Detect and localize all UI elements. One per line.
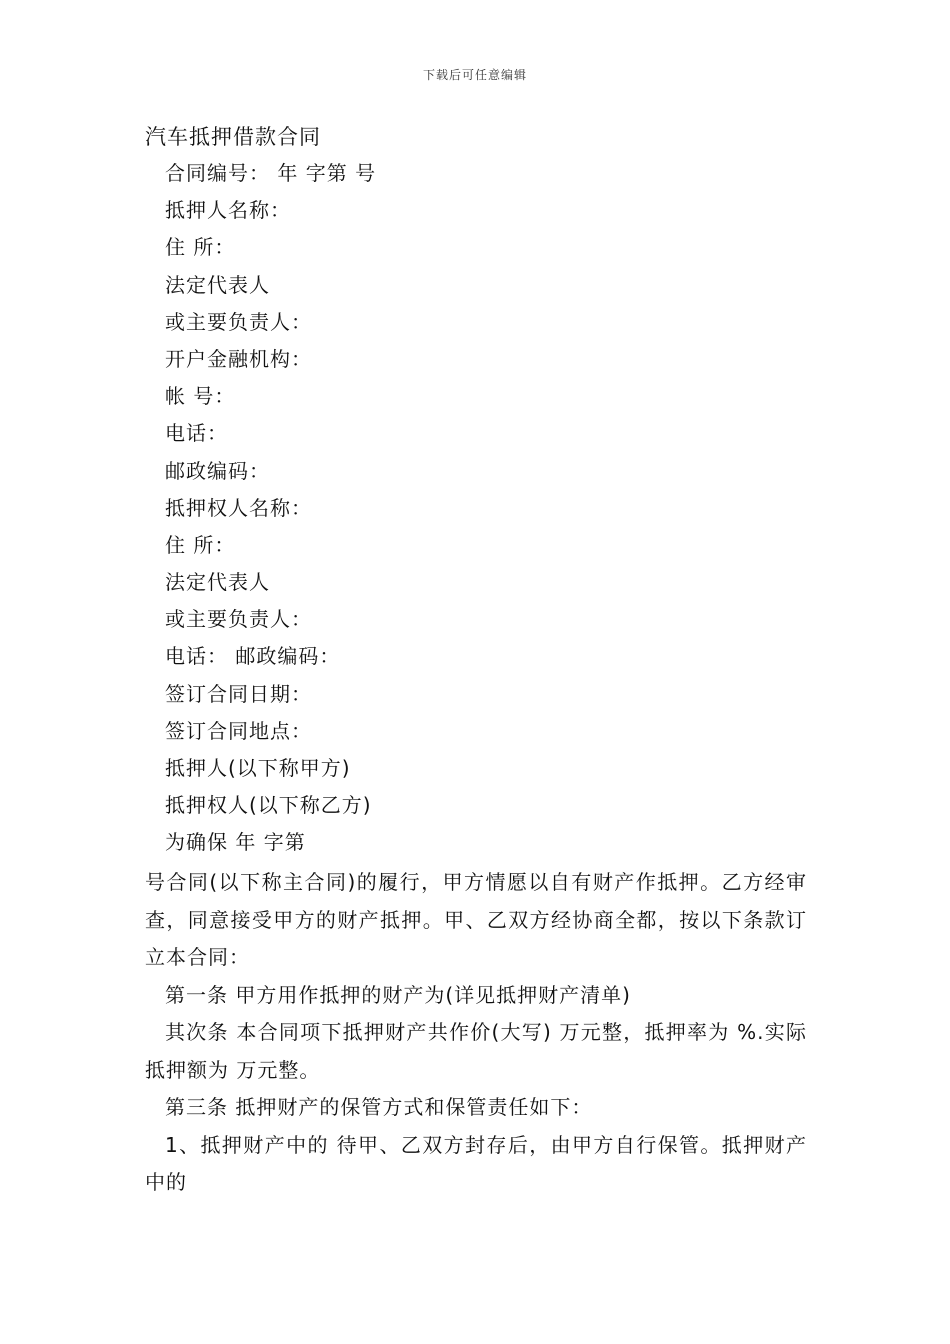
field-party-b: 抵押权人(以下称乙方) <box>165 793 372 818</box>
header-note: 下载后可任意编辑 <box>422 68 527 82</box>
field-mortgagee-legal-rep: 法定代表人 <box>165 570 270 595</box>
field-mortgagor-bank: 开户金融机构： <box>165 346 312 371</box>
field-mortgagor-phone: 电话： <box>165 421 228 446</box>
paragraph-article-1: 第一条 甲方用作抵押的财产为(详见抵押财产清单) <box>165 982 631 1007</box>
paragraph-preamble: 号合同(以下称主合同)的履行，甲方情愿以自有财产作抵押。乙方经审查，同意接受甲方的财产抵押。甲、乙双方经协商全都，按以下条款订立本合同： <box>145 870 807 969</box>
contract-body <box>145 864 807 1202</box>
field-mortgagor-address: 住 所： <box>165 235 236 260</box>
paragraph-article-2: 其次条 本合同项下抵押财产共作价(大写) 万元整，抵押率为 %.实际抵押额为 万元整。 <box>145 1020 807 1082</box>
document-title: 汽车抵押借款合同 <box>145 125 321 149</box>
field-contract-number: 合同编号： 年 字第 号 <box>165 161 377 185</box>
field-mortgagor-responsible: 或主要负责人： <box>165 309 312 334</box>
field-mortgagee-name: 抵押权人名称： <box>165 495 312 520</box>
field-signing-place: 签订合同地点： <box>165 718 312 743</box>
field-mortgagee-phone-postcode: 电话： 邮政编码： <box>165 644 341 669</box>
contract-fields <box>165 158 376 865</box>
field-mortgagor-legal-rep: 法定代表人 <box>165 272 270 297</box>
field-signing-date: 签订合同日期： <box>165 681 312 706</box>
field-mortgagee-responsible: 或主要负责人： <box>165 607 312 632</box>
paragraph-article-3: 第三条 抵押财产的保管方式和保管责任如下： <box>165 1095 593 1119</box>
field-mortgagor-account: 帐 号： <box>165 384 236 409</box>
field-party-a: 抵押人(以下称甲方) <box>165 756 351 780</box>
paragraph-article-3-item-1: 1、抵押财产中的 待甲、乙双方封存后，由甲方自行保管。抵押财产中的 <box>145 1132 807 1194</box>
field-mortgagee-address: 住 所： <box>165 532 236 557</box>
field-purpose-start: 为确保 年 字第 <box>165 830 306 855</box>
field-mortgagor-postcode: 邮政编码： <box>165 458 270 483</box>
field-mortgagor-name: 抵押人名称： <box>165 198 291 223</box>
